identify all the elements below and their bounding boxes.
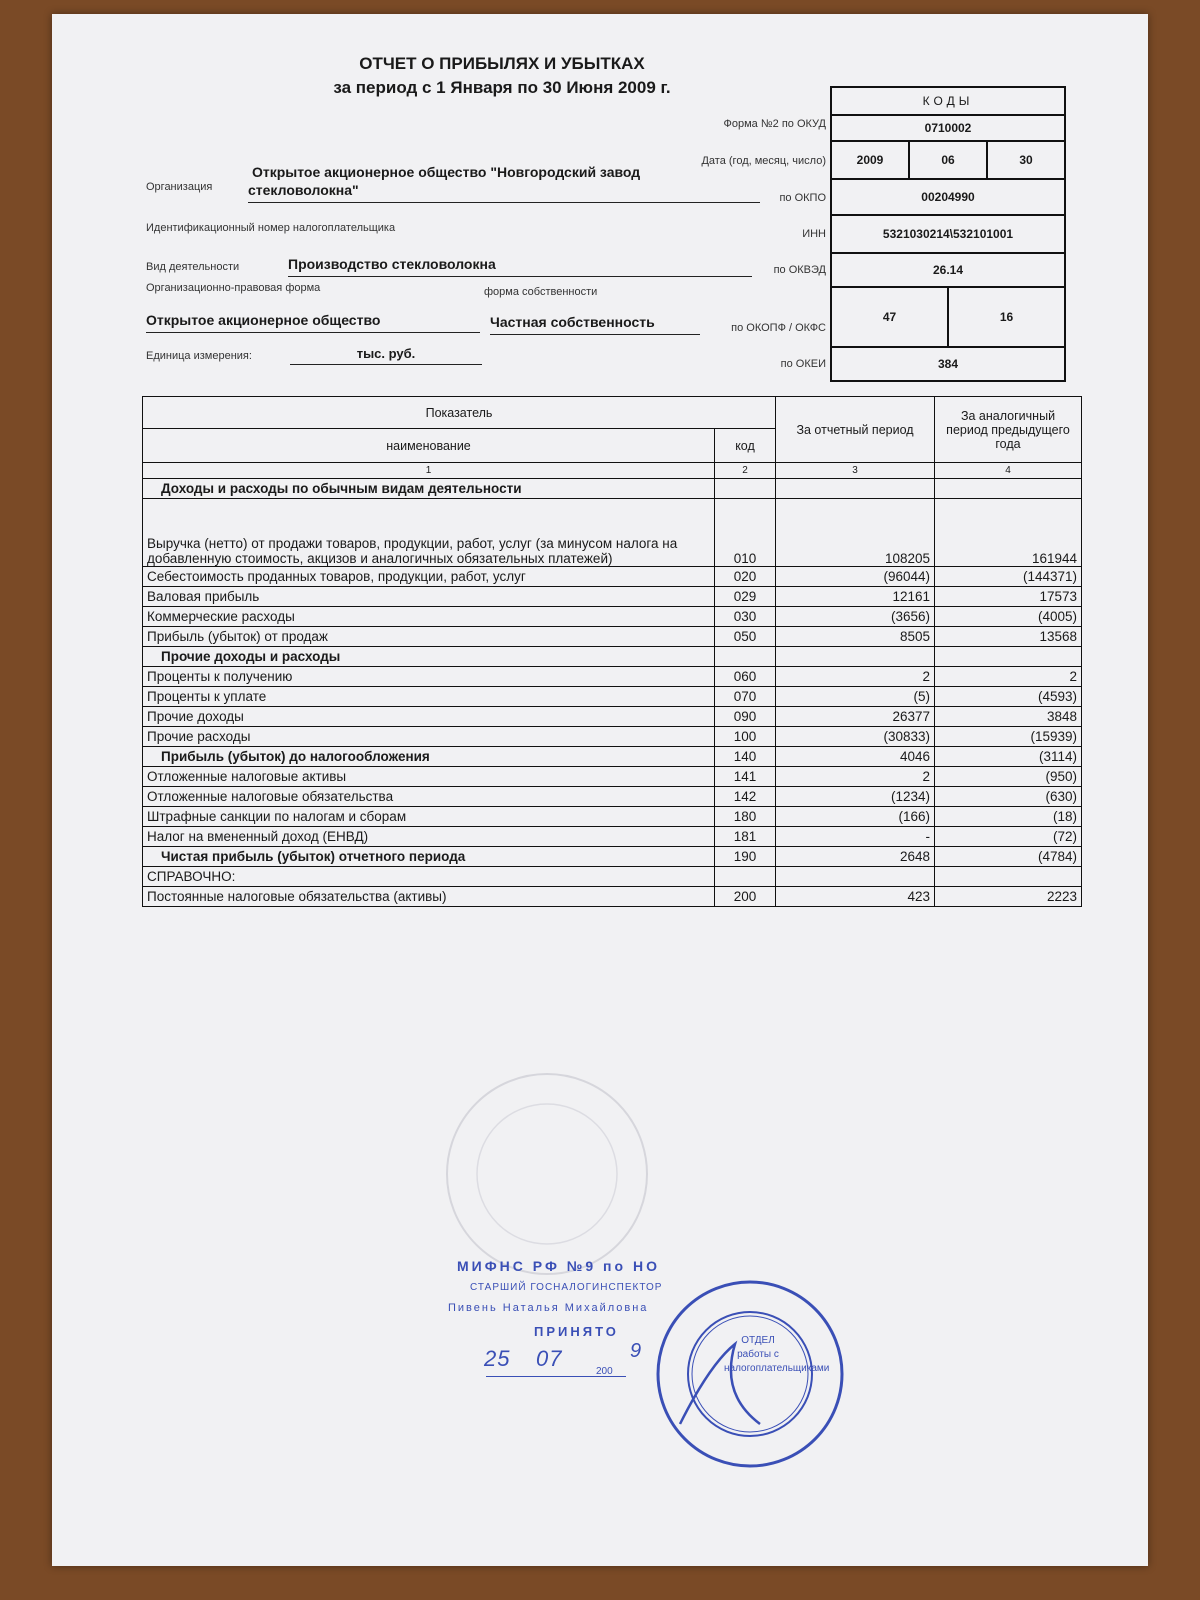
table-row (143, 767, 1082, 787)
row-code: 010 (715, 499, 776, 567)
col-num-1: 1 (143, 463, 715, 479)
row-code: 190 (715, 847, 776, 867)
row-name: Прибыль (убыток) до налогообложения (143, 747, 715, 767)
row-name: Прочие расходы (143, 727, 715, 747)
okpo-label: по ОКПО (779, 192, 826, 204)
table-row (143, 847, 1082, 867)
table-row (143, 687, 1082, 707)
col-num-2: 2 (715, 463, 776, 479)
row-code: 200 (715, 887, 776, 907)
okved-code: 26.14 (932, 263, 964, 277)
table-row (143, 647, 1082, 667)
okei-code: 384 (937, 357, 959, 371)
row-name: Прибыль (убыток) от продаж (143, 627, 715, 647)
row-name: Доходы и расходы по обычным видам деятельности (143, 479, 715, 499)
row-previous: (15939) (935, 727, 1082, 747)
table-row (143, 587, 1082, 607)
table-row (143, 727, 1082, 747)
row-previous: (4593) (935, 687, 1082, 707)
row-previous: (4784) (935, 847, 1082, 867)
table-row (143, 567, 1082, 587)
stamp-date-month: 07 (536, 1346, 563, 1371)
row-previous: (18) (935, 807, 1082, 827)
row-previous: (4005) (935, 607, 1082, 627)
stamp-accepted: ПРИНЯТО (534, 1324, 619, 1339)
row-current: 8505 (776, 627, 935, 647)
row-current: 108205 (776, 499, 935, 567)
row-code: 070 (715, 687, 776, 707)
row-code: 180 (715, 807, 776, 827)
row-current: (1234) (776, 787, 935, 807)
row-name: Проценты к получению (143, 667, 715, 687)
row-current: (166) (776, 807, 935, 827)
stamp-year-prefix: 200 (596, 1366, 613, 1377)
row-current: 2648 (776, 847, 935, 867)
row-name: Отложенные налоговые обязательства (143, 787, 715, 807)
row-code: 142 (715, 787, 776, 807)
row-previous: (950) (935, 767, 1082, 787)
header-current: За отчетный период (776, 397, 935, 463)
row-current (776, 479, 935, 499)
row-previous (935, 479, 1082, 499)
row-name: Себестоимость проданных товаров, продукции, работ, услуг (143, 567, 715, 587)
okud-code: 0710002 (924, 121, 972, 135)
table-row (143, 627, 1082, 647)
header-code: код (715, 429, 776, 463)
row-name: Прочие доходы (143, 707, 715, 727)
table-row (143, 887, 1082, 907)
row-previous: 161944 (935, 499, 1082, 567)
row-current: 12161 (776, 587, 935, 607)
table-row (143, 807, 1082, 827)
row-name: Постоянные налоговые обязательства (активы) (143, 887, 715, 907)
taxpayer-label: Идентификационный номер налогоплательщика (146, 222, 396, 234)
org-name-line1: Открытое акционерное общество "Новгородский завод (252, 164, 641, 180)
stamp-date-line (486, 1376, 626, 1377)
row-current: (30833) (776, 727, 935, 747)
row-current (776, 647, 935, 667)
okopf-label: по ОКОПФ / ОКФС (731, 322, 826, 334)
row-current: 2 (776, 667, 935, 687)
legal-form-value: Открытое акционерное общество (146, 312, 480, 333)
codes-box (830, 86, 1066, 382)
row-code (715, 479, 776, 499)
row-previous: 13568 (935, 627, 1082, 647)
legal-form-label: Организационно-правовая форма (146, 282, 321, 294)
report-period: за период с 1 Января по 30 Июня 2009 г. (333, 78, 671, 97)
stamp-line3: Пивень Наталья Михайловна (448, 1302, 649, 1314)
row-code: 181 (715, 827, 776, 847)
org-label: Организация (146, 181, 213, 193)
col-num-4: 4 (935, 463, 1082, 479)
row-previous: (3114) (935, 747, 1082, 767)
row-name: СПРАВОЧНО: (143, 867, 715, 887)
row-code: 090 (715, 707, 776, 727)
table-row (143, 787, 1082, 807)
org-name-line2: стекловолокна" (248, 182, 760, 203)
row-current: - (776, 827, 935, 847)
row-previous: (144371) (935, 567, 1082, 587)
inn-code: 5321030214\532101001 (882, 227, 1014, 241)
table-row (143, 827, 1082, 847)
row-name: Чистая прибыль (убыток) отчетного периода (143, 847, 715, 867)
report-table-body (143, 479, 1082, 907)
row-current: 2 (776, 767, 935, 787)
row-code: 020 (715, 567, 776, 587)
unit-value: тыс. руб. (290, 346, 482, 365)
okei-label: по ОКЕИ (780, 358, 826, 370)
table-row (143, 667, 1082, 687)
row-previous: 2 (935, 667, 1082, 687)
row-name: Отложенные налоговые активы (143, 767, 715, 787)
stamp-line2: СТАРШИЙ ГОСНАЛОГИНСПЕКТОР (470, 1282, 663, 1293)
row-code: 050 (715, 627, 776, 647)
date-year: 2009 (856, 153, 884, 167)
row-current: (3656) (776, 607, 935, 627)
row-previous (935, 647, 1082, 667)
date-month: 06 (908, 142, 986, 178)
stamp-year-suffix: 9 (630, 1340, 642, 1362)
activity-value: Производство стекловолокна (288, 256, 752, 277)
row-name: Валовая прибыль (143, 587, 715, 607)
date-label: Дата (год, месяц, число) (701, 155, 826, 167)
table-row (143, 499, 1082, 567)
row-code (715, 647, 776, 667)
report-table (142, 396, 1082, 907)
header-previous: За аналогичный период предыдущего года (935, 397, 1082, 463)
codes-heading: КОДЫ (922, 94, 974, 108)
table-row (143, 707, 1082, 727)
row-name: Штрафные санкции по налогам и сборам (143, 807, 715, 827)
row-code: 029 (715, 587, 776, 607)
row-current: (96044) (776, 567, 935, 587)
activity-label: Вид деятельности (146, 261, 240, 273)
row-previous: (72) (935, 827, 1082, 847)
table-row (143, 607, 1082, 627)
okved-label: по ОКВЭД (773, 264, 826, 276)
row-previous: 3848 (935, 707, 1082, 727)
row-current: 423 (776, 887, 935, 907)
seal-text: ОТДЕЛ работы с налогоплательщиками (724, 1335, 830, 1374)
row-code: 100 (715, 727, 776, 747)
table-row (143, 747, 1082, 767)
ownership-label: форма собственности (484, 286, 598, 298)
row-name: Выручка (нетто) от продажи товаров, продукции, работ, услуг (за минусом налога на добавленную стоимость, акцизов и аналогичных обязательных платежей) (143, 499, 715, 567)
col-num-3: 3 (776, 463, 935, 479)
table-row (143, 479, 1082, 499)
row-current: 26377 (776, 707, 935, 727)
row-name: Коммерческие расходы (143, 607, 715, 627)
unit-label: Единица измерения: (146, 350, 252, 362)
header-indicator: Показатель (143, 397, 776, 429)
row-previous: (630) (935, 787, 1082, 807)
row-previous (935, 867, 1082, 887)
table-row (143, 867, 1082, 887)
row-previous: 17573 (935, 587, 1082, 607)
okpo-code: 00204990 (921, 190, 975, 204)
row-name: Проценты к уплате (143, 687, 715, 707)
stamp-line1: МИФНС РФ №9 по НО (457, 1258, 660, 1274)
row-code: 060 (715, 667, 776, 687)
report-paper (52, 14, 1148, 1566)
row-code (715, 867, 776, 887)
row-code: 030 (715, 607, 776, 627)
stamp-date-day: 25 (484, 1346, 511, 1371)
row-current: 4046 (776, 747, 935, 767)
report-title: ОТЧЕТ О ПРИБЫЛЯХ И УБЫТКАХ (359, 54, 645, 73)
row-current: (5) (776, 687, 935, 707)
inn-label: ИНН (802, 228, 826, 240)
row-current (776, 867, 935, 887)
ownership-value: Частная собственность (490, 314, 700, 335)
row-name: Налог на вмененный доход (ЕНВД) (143, 827, 715, 847)
okud-label: Форма №2 по ОКУД (723, 118, 826, 130)
row-code: 141 (715, 767, 776, 787)
header-name: наименование (143, 429, 715, 463)
faint-seal-icon (432, 1064, 662, 1284)
okopf-code: 47 (882, 310, 897, 324)
row-previous: 2223 (935, 887, 1082, 907)
okfs-code: 16 (947, 288, 1064, 346)
row-code: 140 (715, 747, 776, 767)
date-day: 30 (986, 142, 1064, 178)
row-name: Прочие доходы и расходы (143, 647, 715, 667)
